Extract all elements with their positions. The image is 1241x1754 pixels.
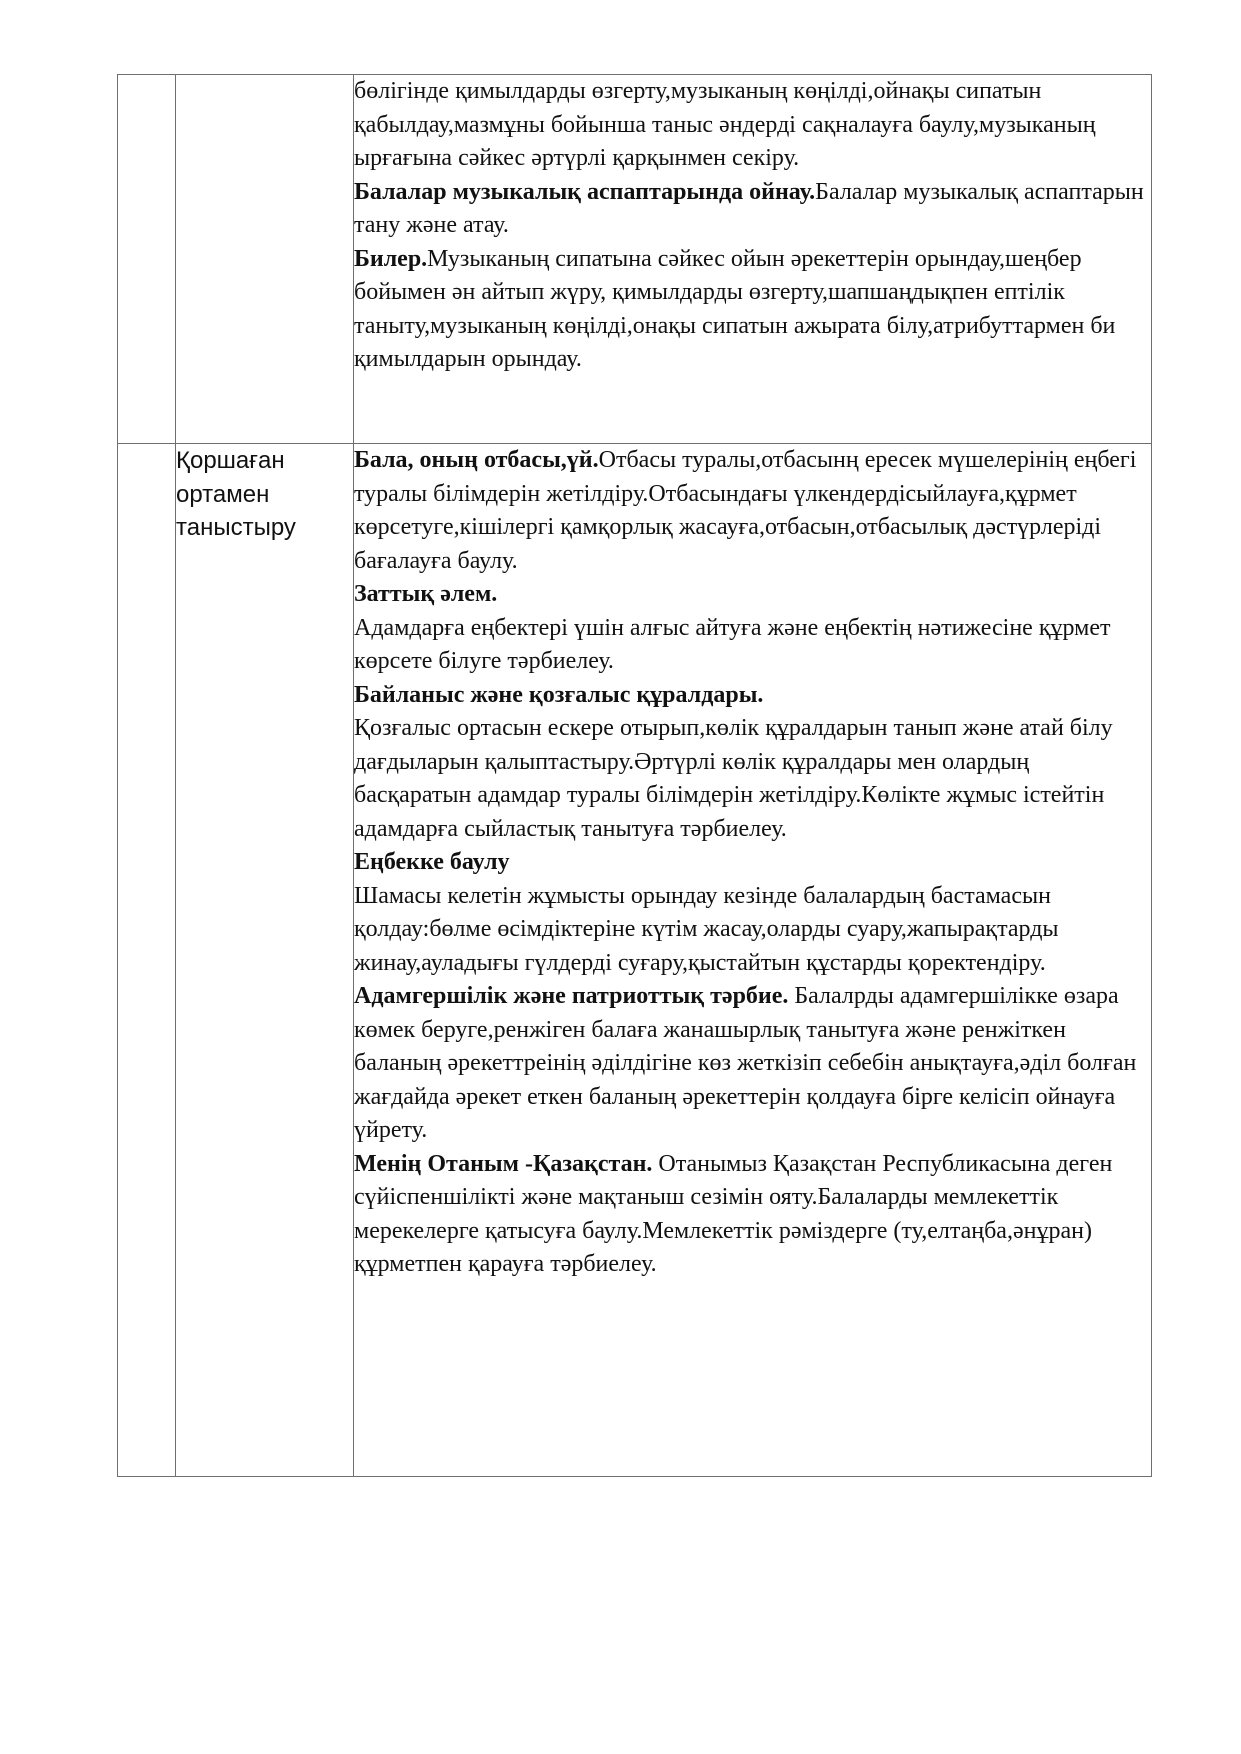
paragraph-title: Билер. <box>354 245 428 272</box>
paragraph-text: бөлігінде қимылдарды өзгерту,музыканың көңілді,ойнақы сипатын қабылдау,мазмұны бойынша таныс әндерді сақналауға баулу,музыканың ырғағына сәйкес әртүрлі қарқынмен секіру. <box>354 78 1096 171</box>
paragraph <box>354 176 1151 243</box>
document-page <box>117 74 1151 1477</box>
paragraph-text: Балалар музыкалық аспаптарын тану және атау. <box>354 178 1144 238</box>
paragraph <box>354 1148 1151 1282</box>
table-row <box>118 444 1152 1477</box>
paragraph-heading: Еңбекке баулу <box>354 849 510 875</box>
content-cell <box>354 75 1152 444</box>
section-label-cell: Қоршаған ортамен таныстыру <box>176 444 354 1477</box>
paragraph-heading: Байланыс және қозғалыс құралдары. <box>354 681 764 708</box>
paragraph-heading: Заттық әлем. <box>354 581 498 607</box>
paragraph-title: Менің Отаным -Қазақстан. <box>354 1150 653 1177</box>
paragraph <box>354 243 1151 377</box>
number-cell <box>118 75 176 444</box>
paragraph-title: Бала, оның отбасы,үй. <box>354 447 599 473</box>
curriculum-table <box>117 74 1152 1477</box>
paragraph-text: Шамасы келетін жұмысты орындау кезінде балалардың бастамасын қолдау:бөлме өсімдіктеріне күтім жасау,оларды суару,жапырақтарды жинау,ауладығы гүлдерді суғару,қыстайтын құстарды қоректендіру. <box>354 882 1059 976</box>
paragraph <box>354 75 1151 176</box>
paragraph-text: Отанымыз Қазақстан Республикасына деген сүйіспеншілікті және мақтаныш сезімін ояту.Балаларды мемлекеттік мерекелерге қатысуға баулу.Мемлекеттік рәміздерге (ту,елтаңба,әнұран) құрметпен қарауға тәрбиелеу. <box>354 1150 1113 1277</box>
paragraph-title: Адамгершілік және патриоттық тәрбие. <box>354 983 789 1009</box>
paragraph-text: Балалрды адамгершілікке өзара көмек беруге,ренжіген балаға жанашырлық танытуға және ренжіткен баланың әрекеттреінің әділдігіне көз жеткізіп себебін анықтауға,әділ болған жағдайда әрекет еткен баланың әрекеттерін қолдауға бірге келісіп ойнауға үйрету. <box>354 983 1137 1143</box>
paragraph-text: Отбасы туралы,отбасынң ересек мүшелерінің еңбегі туралы білімдерін жетілдіру.Отбасындағы үлкендердісыйлауға,құрмет көрсетуге,кішілергі қамқорлық жасауға,отбасын,отбасылық дәстүрлеріді бағалауға баулу. <box>354 447 1137 574</box>
section-label-cell <box>176 75 354 444</box>
paragraph-text: Қозғалыс ортасын ескере отырып,көлік құралдарын танып және атай білу дағдыларын қалыптастыру.Әртүрлі көлік құралдары мен олардың басқаратын адамдар туралы білімдерін жетілдіру.Көлікте жұмыс істейтін адамдарға сыйластық танытуға тәрбиелеу. <box>354 715 1113 842</box>
paragraph <box>354 444 1151 578</box>
paragraph-text: Адамдарға еңбектері үшін алғыс айтуға және еңбектің нәтижесіне құрмет көрсете білуге тәрбиелеу. <box>354 614 1111 674</box>
paragraph-title: Балалар музыкалық аспаптарында ойнау. <box>354 178 816 205</box>
paragraph <box>354 980 1151 1148</box>
content-cell <box>354 444 1152 1477</box>
paragraph-text: Музыканың сипатына сәйкес ойын әрекеттерін орындау,шеңбер бойымен ән айтып жүру, қимылдарды өзгерту,шапшаңдықпен ептілік таныту,музыканың көңілді,онақы сипатын ажырата білу,атрибуттармен би қимылдарын орындау. <box>354 245 1116 372</box>
table-row <box>118 75 1152 444</box>
number-cell <box>118 444 176 1477</box>
